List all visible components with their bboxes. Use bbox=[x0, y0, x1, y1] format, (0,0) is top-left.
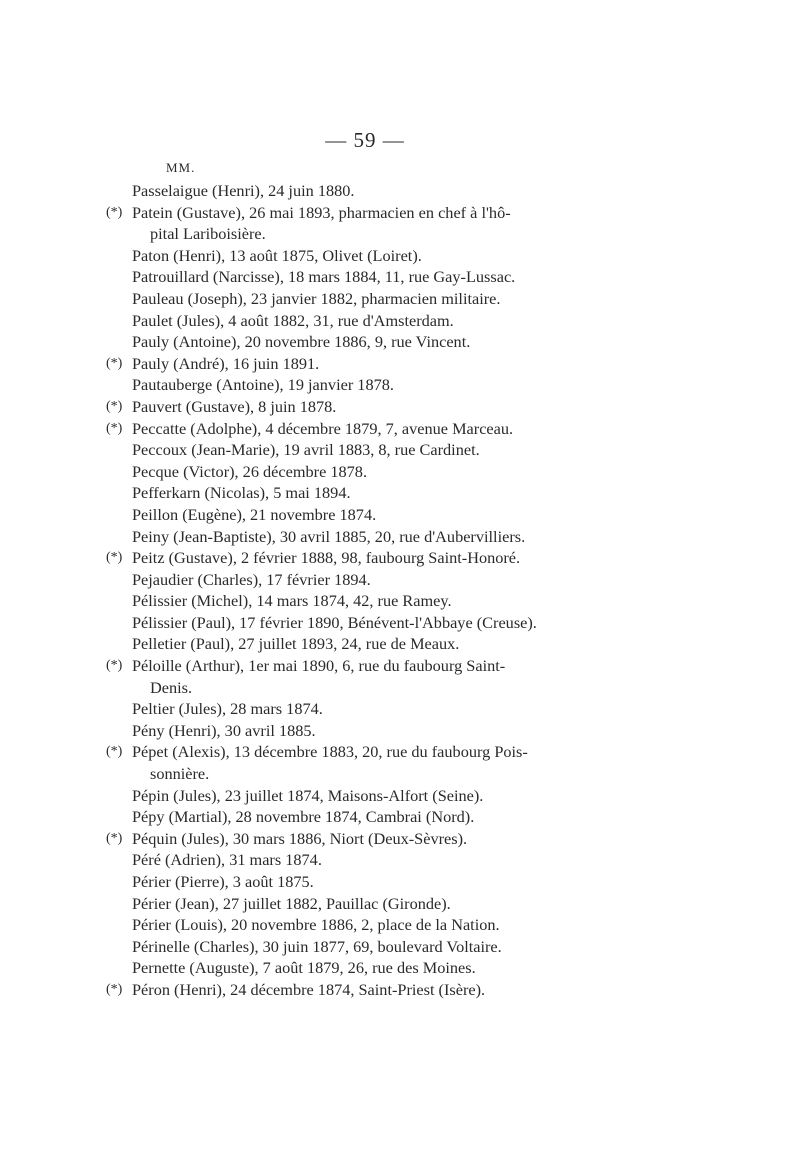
page-number: — 59 — bbox=[325, 128, 405, 152]
entry-text: Pélissier (Paul), 17 février 1890, Bénévent-l'Abbaye (Creuse). bbox=[132, 612, 537, 632]
asterisk-marker: (*) bbox=[106, 830, 123, 846]
entry-list bbox=[0, 180, 800, 1001]
list-item bbox=[0, 245, 800, 267]
entry-continuation: pital Lariboisière. bbox=[150, 224, 266, 244]
list-item bbox=[0, 698, 800, 720]
list-item bbox=[0, 266, 800, 288]
list-item bbox=[0, 979, 800, 1001]
list-item bbox=[0, 180, 800, 202]
asterisk-marker: (*) bbox=[106, 204, 123, 220]
list-item bbox=[0, 482, 800, 504]
entry-text: Périer (Pierre), 3 août 1875. bbox=[132, 872, 314, 891]
list-item bbox=[0, 957, 800, 979]
entry-text: Pelletier (Paul), 27 juillet 1893, 24, rue de Meaux. bbox=[132, 634, 460, 654]
asterisk-marker: (*) bbox=[106, 550, 123, 566]
entry-text: Pecque (Victor), 26 décembre 1878. bbox=[132, 461, 368, 481]
list-item bbox=[0, 828, 800, 850]
list-item bbox=[0, 547, 800, 569]
list-item bbox=[0, 914, 800, 936]
asterisk-marker: (*) bbox=[106, 398, 123, 414]
list-item bbox=[0, 806, 800, 828]
list-item bbox=[0, 569, 800, 591]
entry-text: Peiny (Jean-Baptiste), 30 avril 1885, 20, rue d'Aubervilliers. bbox=[132, 526, 526, 546]
list-item bbox=[0, 504, 800, 526]
list-item bbox=[0, 849, 800, 871]
entry-text: Peltier (Jules), 28 mars 1874. bbox=[132, 699, 323, 719]
asterisk-marker: (*) bbox=[106, 420, 123, 436]
list-item bbox=[0, 871, 800, 893]
list-item bbox=[0, 310, 800, 332]
entry-text: Pauly (Antoine), 20 novembre 1886, 9, rue Vincent. bbox=[132, 332, 471, 352]
entry-text: Périer (Louis), 20 novembre 1886, 2, place de la Nation. bbox=[132, 915, 500, 935]
asterisk-marker: (*) bbox=[106, 744, 123, 760]
entry-text: Pauleau (Joseph), 23 janvier 1882, pharmacien militaire. bbox=[132, 288, 501, 308]
list-item bbox=[0, 396, 800, 418]
list-item bbox=[0, 633, 800, 655]
entry-text: Pépin (Jules), 23 juillet 1874, Maisons-Alfort (Seine). bbox=[132, 785, 484, 805]
entry-text: Peillon (Eugène), 21 novembre 1874. bbox=[132, 504, 377, 524]
list-item bbox=[0, 893, 800, 915]
entry-text: Pautauberge (Antoine), 19 janvier 1878. bbox=[132, 375, 394, 395]
asterisk-marker: (*) bbox=[106, 355, 123, 371]
list-item bbox=[0, 331, 800, 353]
entry-text: Pejaudier (Charles), 17 février 1894. bbox=[132, 569, 371, 589]
entry-text: Passelaigue (Henri), 24 juin 1880. bbox=[132, 181, 355, 200]
entry-text: Péloille (Arthur), 1er mai 1890, 6, rue du faubourg Saint- bbox=[132, 656, 506, 676]
entry-text: Paulet (Jules), 4 août 1882, 31, rue d'Amsterdam. bbox=[132, 310, 454, 330]
entry-text: Péron (Henri), 24 décembre 1874, Saint-Priest (Isère). bbox=[132, 979, 486, 999]
list-item bbox=[0, 612, 800, 634]
entry-text: Peccoux (Jean-Marie), 19 avril 1883, 8, rue Cardinet. bbox=[132, 440, 480, 460]
entry-text: Péré (Adrien), 31 mars 1874. bbox=[132, 850, 322, 870]
list-item bbox=[0, 461, 800, 483]
list-item bbox=[0, 288, 800, 310]
list-item bbox=[0, 418, 800, 440]
entry-continuation: Denis. bbox=[150, 677, 193, 697]
list-item bbox=[0, 590, 800, 612]
entry-text: Périer (Jean), 27 juillet 1882, Pauillac (Gironde). bbox=[132, 893, 451, 913]
entry-text: Pélissier (Michel), 14 mars 1874, 42, rue Ramey. bbox=[132, 591, 452, 611]
entry-text: Pauly (André), 16 juin 1891. bbox=[132, 353, 320, 373]
list-item bbox=[0, 353, 800, 375]
entry-text: Patein (Gustave), 26 mai 1893, pharmacien en chef à l'hô- bbox=[132, 202, 511, 222]
list-item bbox=[0, 439, 800, 461]
list-item bbox=[0, 936, 800, 958]
entry-text: Périnelle (Charles), 30 juin 1877, 69, boulevard Voltaire. bbox=[132, 936, 502, 956]
list-item bbox=[0, 655, 800, 698]
list-item bbox=[0, 720, 800, 742]
asterisk-marker: (*) bbox=[106, 981, 123, 997]
list-item bbox=[0, 374, 800, 396]
entry-text: Pépet (Alexis), 13 décembre 1883, 20, rue du faubourg Pois- bbox=[132, 742, 528, 762]
list-item bbox=[0, 526, 800, 548]
entry-text: Peitz (Gustave), 2 février 1888, 98, faubourg Saint-Honoré. bbox=[132, 548, 521, 568]
list-item bbox=[0, 741, 800, 784]
entry-text: Patrouillard (Narcisse), 18 mars 1884, 11, rue Gay-Lussac. bbox=[132, 267, 516, 287]
entry-continuation: sonnière. bbox=[150, 764, 210, 784]
entry-text: Pefferkarn (Nicolas), 5 mai 1894. bbox=[132, 483, 351, 503]
entry-text: Pény (Henri), 30 avril 1885. bbox=[132, 720, 316, 740]
asterisk-marker: (*) bbox=[106, 658, 123, 674]
column-header: MM. bbox=[166, 160, 196, 175]
entry-text: Pépy (Martial), 28 novembre 1874, Cambrai (Nord). bbox=[132, 807, 475, 827]
entry-text: Paton (Henri), 13 août 1875, Olivet (Loiret). bbox=[132, 245, 422, 265]
list-item bbox=[0, 785, 800, 807]
list-item bbox=[0, 202, 800, 245]
entry-text: Pernette (Auguste), 7 août 1879, 26, rue des Moines. bbox=[132, 958, 476, 978]
entry-text: Péquin (Jules), 30 mars 1886, Niort (Deux-Sèvres). bbox=[132, 828, 468, 848]
entry-text: Pauvert (Gustave), 8 juin 1878. bbox=[132, 396, 337, 416]
entry-text: Peccatte (Adolphe), 4 décembre 1879, 7, avenue Marceau. bbox=[132, 418, 514, 438]
